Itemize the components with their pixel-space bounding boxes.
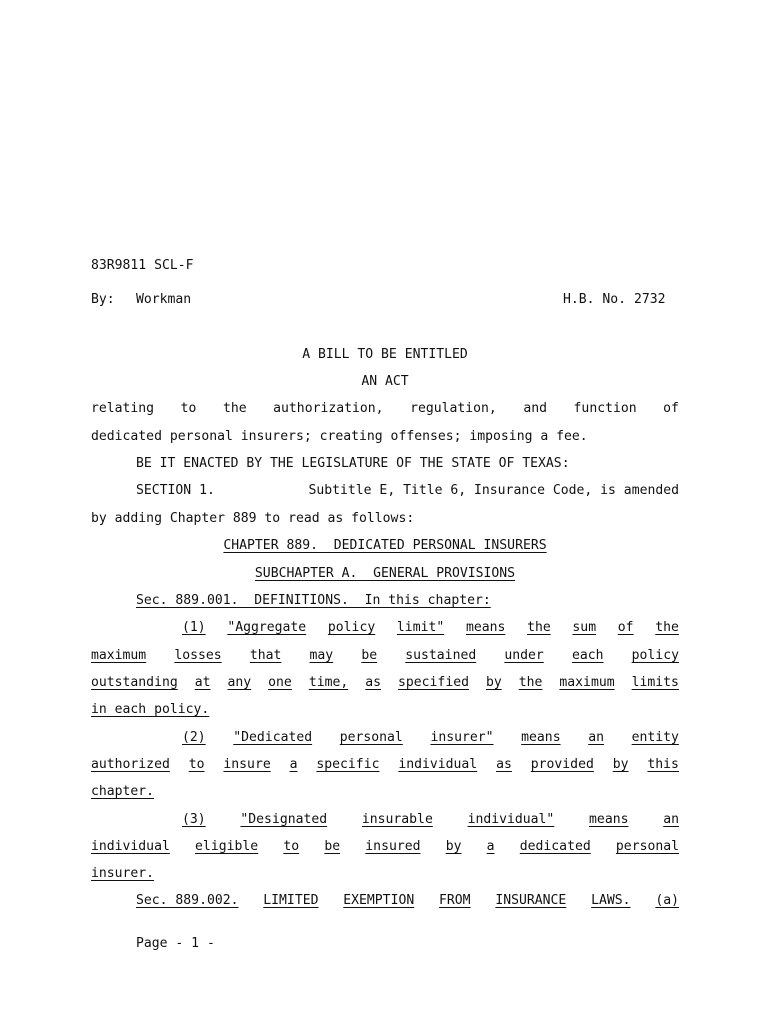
word: by bbox=[445, 839, 462, 854]
word: each bbox=[571, 648, 604, 663]
word: to bbox=[188, 757, 205, 772]
bill-number: H.B. No. 2732 bbox=[563, 292, 666, 307]
word: relating bbox=[91, 401, 155, 416]
word: (a) bbox=[655, 893, 679, 908]
definition-3-line-3: insurer. bbox=[91, 866, 155, 881]
enacting-clause: BE IT ENACTED BY THE LEGISLATURE OF THE STATE OF TEXAS: bbox=[136, 456, 570, 471]
word: individual" bbox=[467, 812, 555, 827]
word: limits bbox=[631, 675, 679, 690]
word: eligible bbox=[195, 839, 259, 854]
section-label: SECTION 1. bbox=[136, 483, 215, 498]
word: regulation, bbox=[410, 401, 497, 416]
word: dedicated bbox=[519, 839, 591, 854]
word: provided bbox=[530, 757, 594, 772]
section-889-001-heading: Sec. 889.001. DEFINITIONS. In this chapter: bbox=[136, 593, 491, 608]
word: (3) bbox=[182, 812, 206, 827]
word: individual bbox=[91, 839, 170, 854]
caption-line-1 bbox=[91, 401, 679, 417]
word: specified bbox=[398, 675, 469, 690]
word: be bbox=[324, 839, 341, 854]
word: insure bbox=[223, 757, 271, 772]
word: outstanding bbox=[91, 675, 178, 690]
word: under bbox=[504, 648, 544, 663]
word: the bbox=[518, 675, 543, 690]
act-title: AN ACT bbox=[361, 374, 409, 389]
word: sustained bbox=[405, 648, 477, 663]
definition-3-line-2 bbox=[91, 839, 679, 855]
document-id: 83R9811 SCL-F bbox=[91, 258, 194, 273]
word: policy bbox=[631, 648, 679, 663]
word: authorization, bbox=[273, 401, 384, 416]
definition-1-line-3 bbox=[91, 675, 679, 691]
definition-3-line-1 bbox=[182, 812, 679, 828]
word: an bbox=[588, 730, 604, 745]
word: (1) bbox=[182, 620, 206, 635]
word: of bbox=[663, 401, 679, 416]
word: limit" bbox=[396, 620, 445, 635]
word: insurable bbox=[361, 812, 433, 827]
word: a bbox=[289, 757, 298, 772]
word: FROM bbox=[439, 893, 471, 908]
section-889-002-heading bbox=[136, 893, 679, 909]
definition-2-line-3: chapter. bbox=[91, 784, 155, 799]
word: function bbox=[573, 401, 637, 416]
section-1-line-2: by adding Chapter 889 to read as follows: bbox=[91, 511, 415, 526]
chapter-heading: CHAPTER 889. DEDICATED PERSONAL INSURERS bbox=[223, 538, 547, 553]
word: specific bbox=[316, 757, 380, 772]
definition-2-line-2 bbox=[91, 757, 679, 773]
word: maximum bbox=[91, 648, 147, 663]
word: LAWS. bbox=[591, 893, 631, 908]
bill-title: A BILL TO BE ENTITLED bbox=[302, 347, 468, 362]
word: a bbox=[486, 839, 495, 854]
word: means bbox=[589, 812, 629, 827]
word: Sec. 889.002. bbox=[136, 893, 239, 908]
word: insured bbox=[365, 839, 421, 854]
definition-1-line-4: in each policy. bbox=[91, 702, 210, 717]
word: time, bbox=[308, 675, 349, 690]
word: by bbox=[612, 757, 629, 772]
word: "Aggregate bbox=[227, 620, 307, 635]
definition-1-line-2 bbox=[91, 648, 679, 664]
word: by bbox=[485, 675, 502, 690]
word: may bbox=[309, 648, 334, 663]
word: LIMITED bbox=[263, 893, 319, 908]
word: this bbox=[647, 757, 679, 772]
word: the bbox=[655, 620, 679, 635]
word: as bbox=[365, 675, 382, 690]
word: an bbox=[663, 812, 679, 827]
word: one bbox=[268, 675, 292, 690]
definition-1-line-1 bbox=[182, 620, 679, 636]
word: the bbox=[222, 401, 247, 416]
word: that bbox=[249, 648, 282, 663]
word: as bbox=[496, 757, 512, 772]
word: be bbox=[361, 648, 378, 663]
word: to bbox=[180, 401, 197, 416]
word: "Designated bbox=[240, 812, 328, 827]
page-number: Page - 1 - bbox=[136, 936, 215, 951]
word: "Dedicated bbox=[233, 730, 313, 745]
word: personal bbox=[339, 730, 403, 745]
word: at bbox=[194, 675, 211, 690]
word: maximum bbox=[559, 675, 615, 690]
word: personal bbox=[615, 839, 679, 854]
word: INSURANCE bbox=[495, 893, 567, 908]
word: insurer" bbox=[430, 730, 494, 745]
word: policy bbox=[327, 620, 376, 635]
word: (2) bbox=[182, 730, 206, 745]
section-1-line-1 bbox=[136, 483, 679, 499]
word: means bbox=[465, 620, 506, 635]
word: of bbox=[617, 620, 634, 635]
by-label: By: bbox=[91, 292, 115, 307]
word: to bbox=[283, 839, 300, 854]
author-name: Workman bbox=[136, 292, 192, 307]
word: any bbox=[227, 675, 252, 690]
word: losses bbox=[174, 648, 222, 663]
definition-2-line-1 bbox=[182, 730, 679, 746]
word: individual bbox=[398, 757, 478, 772]
word: EXEMPTION bbox=[343, 893, 415, 908]
word: authorized bbox=[91, 757, 170, 772]
word: means bbox=[521, 730, 561, 745]
subchapter-heading: SUBCHAPTER A. GENERAL PROVISIONS bbox=[254, 566, 516, 581]
word: entity bbox=[631, 730, 679, 745]
word: and bbox=[523, 401, 547, 416]
caption-line-2: dedicated personal insurers; creating offenses; imposing a fee. bbox=[91, 429, 588, 444]
word: sum bbox=[572, 620, 597, 635]
word: the bbox=[527, 620, 551, 635]
section-text: Subtitle E, Title 6, Insurance Code, is amended bbox=[308, 483, 679, 498]
